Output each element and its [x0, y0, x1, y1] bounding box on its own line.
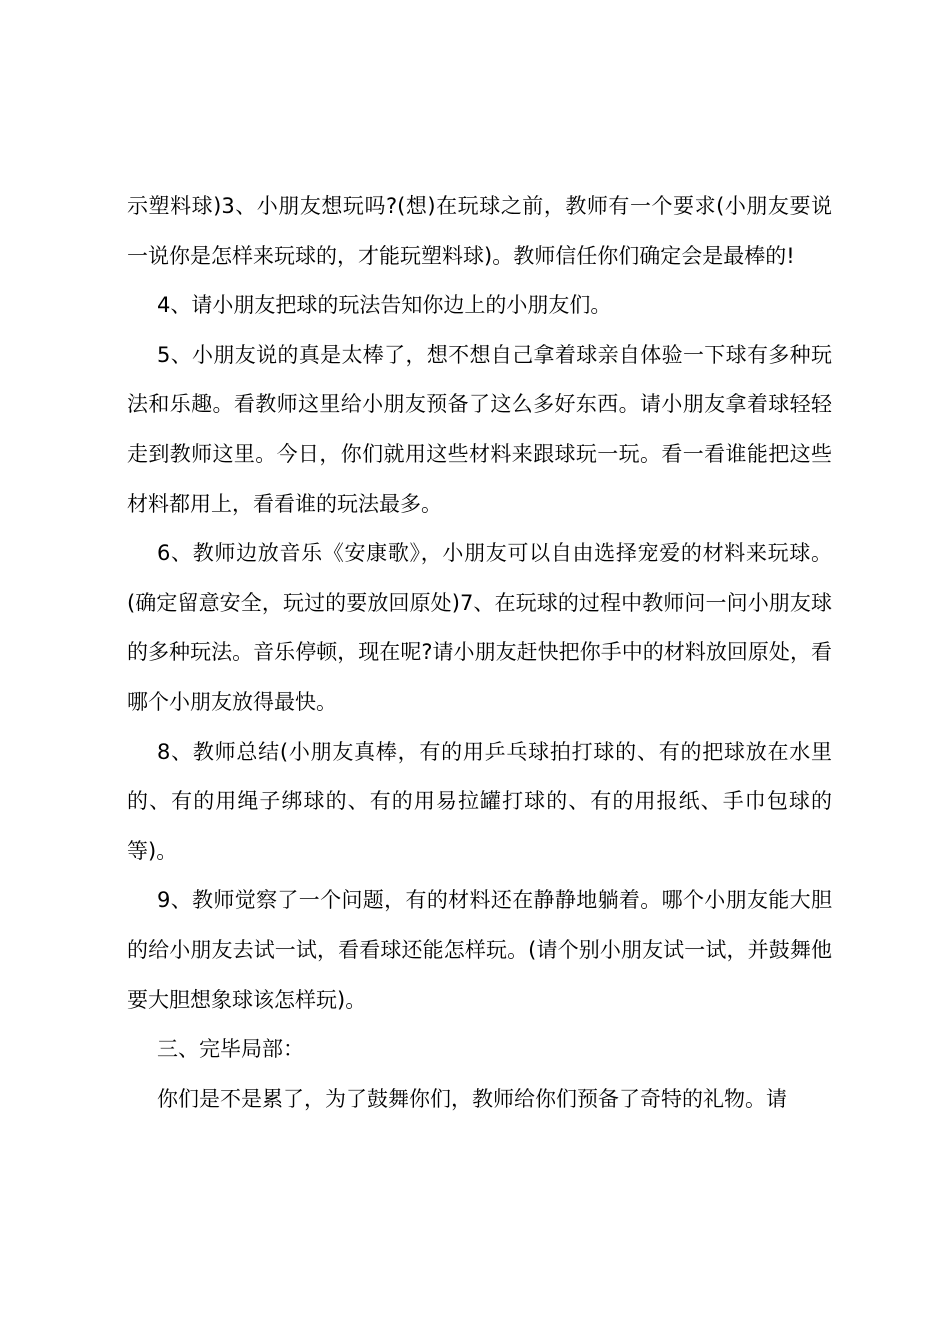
document-body [127, 182, 832, 1124]
paragraph-step-9: 9、教师觉察了一个问题，有的材料还在静静地躺着。哪个小朋友能大胆的给小朋友去试一试，看看球还能怎样玩。(请个别小朋友试一试，并鼓舞他要大胆想象球该怎样玩)。 [127, 888, 832, 1012]
paragraph-closing: 你们是不是累了，为了鼓舞你们，教师给你们预备了奇特的礼物。请 [157, 1086, 787, 1111]
section-heading: 三、完毕局部： [157, 1037, 304, 1062]
paragraph-step-5: 5、小朋友说的真是太棒了，想不想自己拿着球亲自体验一下球有多种玩法和乐趣。看教师这里给小朋友预备了这么多好东西。请小朋友拿着球轻轻走到教师这里。今日，你们就用这些材料来跟球玩一玩。看一看谁能把这些材料都用上，看看谁的玩法最多。 [127, 342, 832, 516]
paragraph-step-8: 8、教师总结(小朋友真棒，有的用乒乓球拍打球的、有的把球放在水里的、有的用绳子绑球的、有的用易拉罐打球的、有的用报纸、手巾包球的等)。 [127, 739, 832, 863]
paragraph-step-4: 4、请小朋友把球的玩法告知你边上的小朋友们。 [157, 293, 612, 318]
paragraph-step-6-7: 6、教师边放音乐《安康歌》，小朋友可以自由选择宠爱的材料来玩球。(确定留意安全，玩过的要放回原处)7、在玩球的过程中教师问一问小朋友球的多种玩法。音乐停顿，现在呢?请小朋友赶快把你手中的材料放回原处，看哪个小朋友放得最快。 [127, 541, 832, 714]
paragraph-continued: 示塑料球)3、小朋友想玩吗?(想)在玩球之前，教师有一个要求(小朋友要说一说你是怎样来玩球的，才能玩塑料球)。教师信任你们确定会是最棒的! [127, 194, 832, 268]
